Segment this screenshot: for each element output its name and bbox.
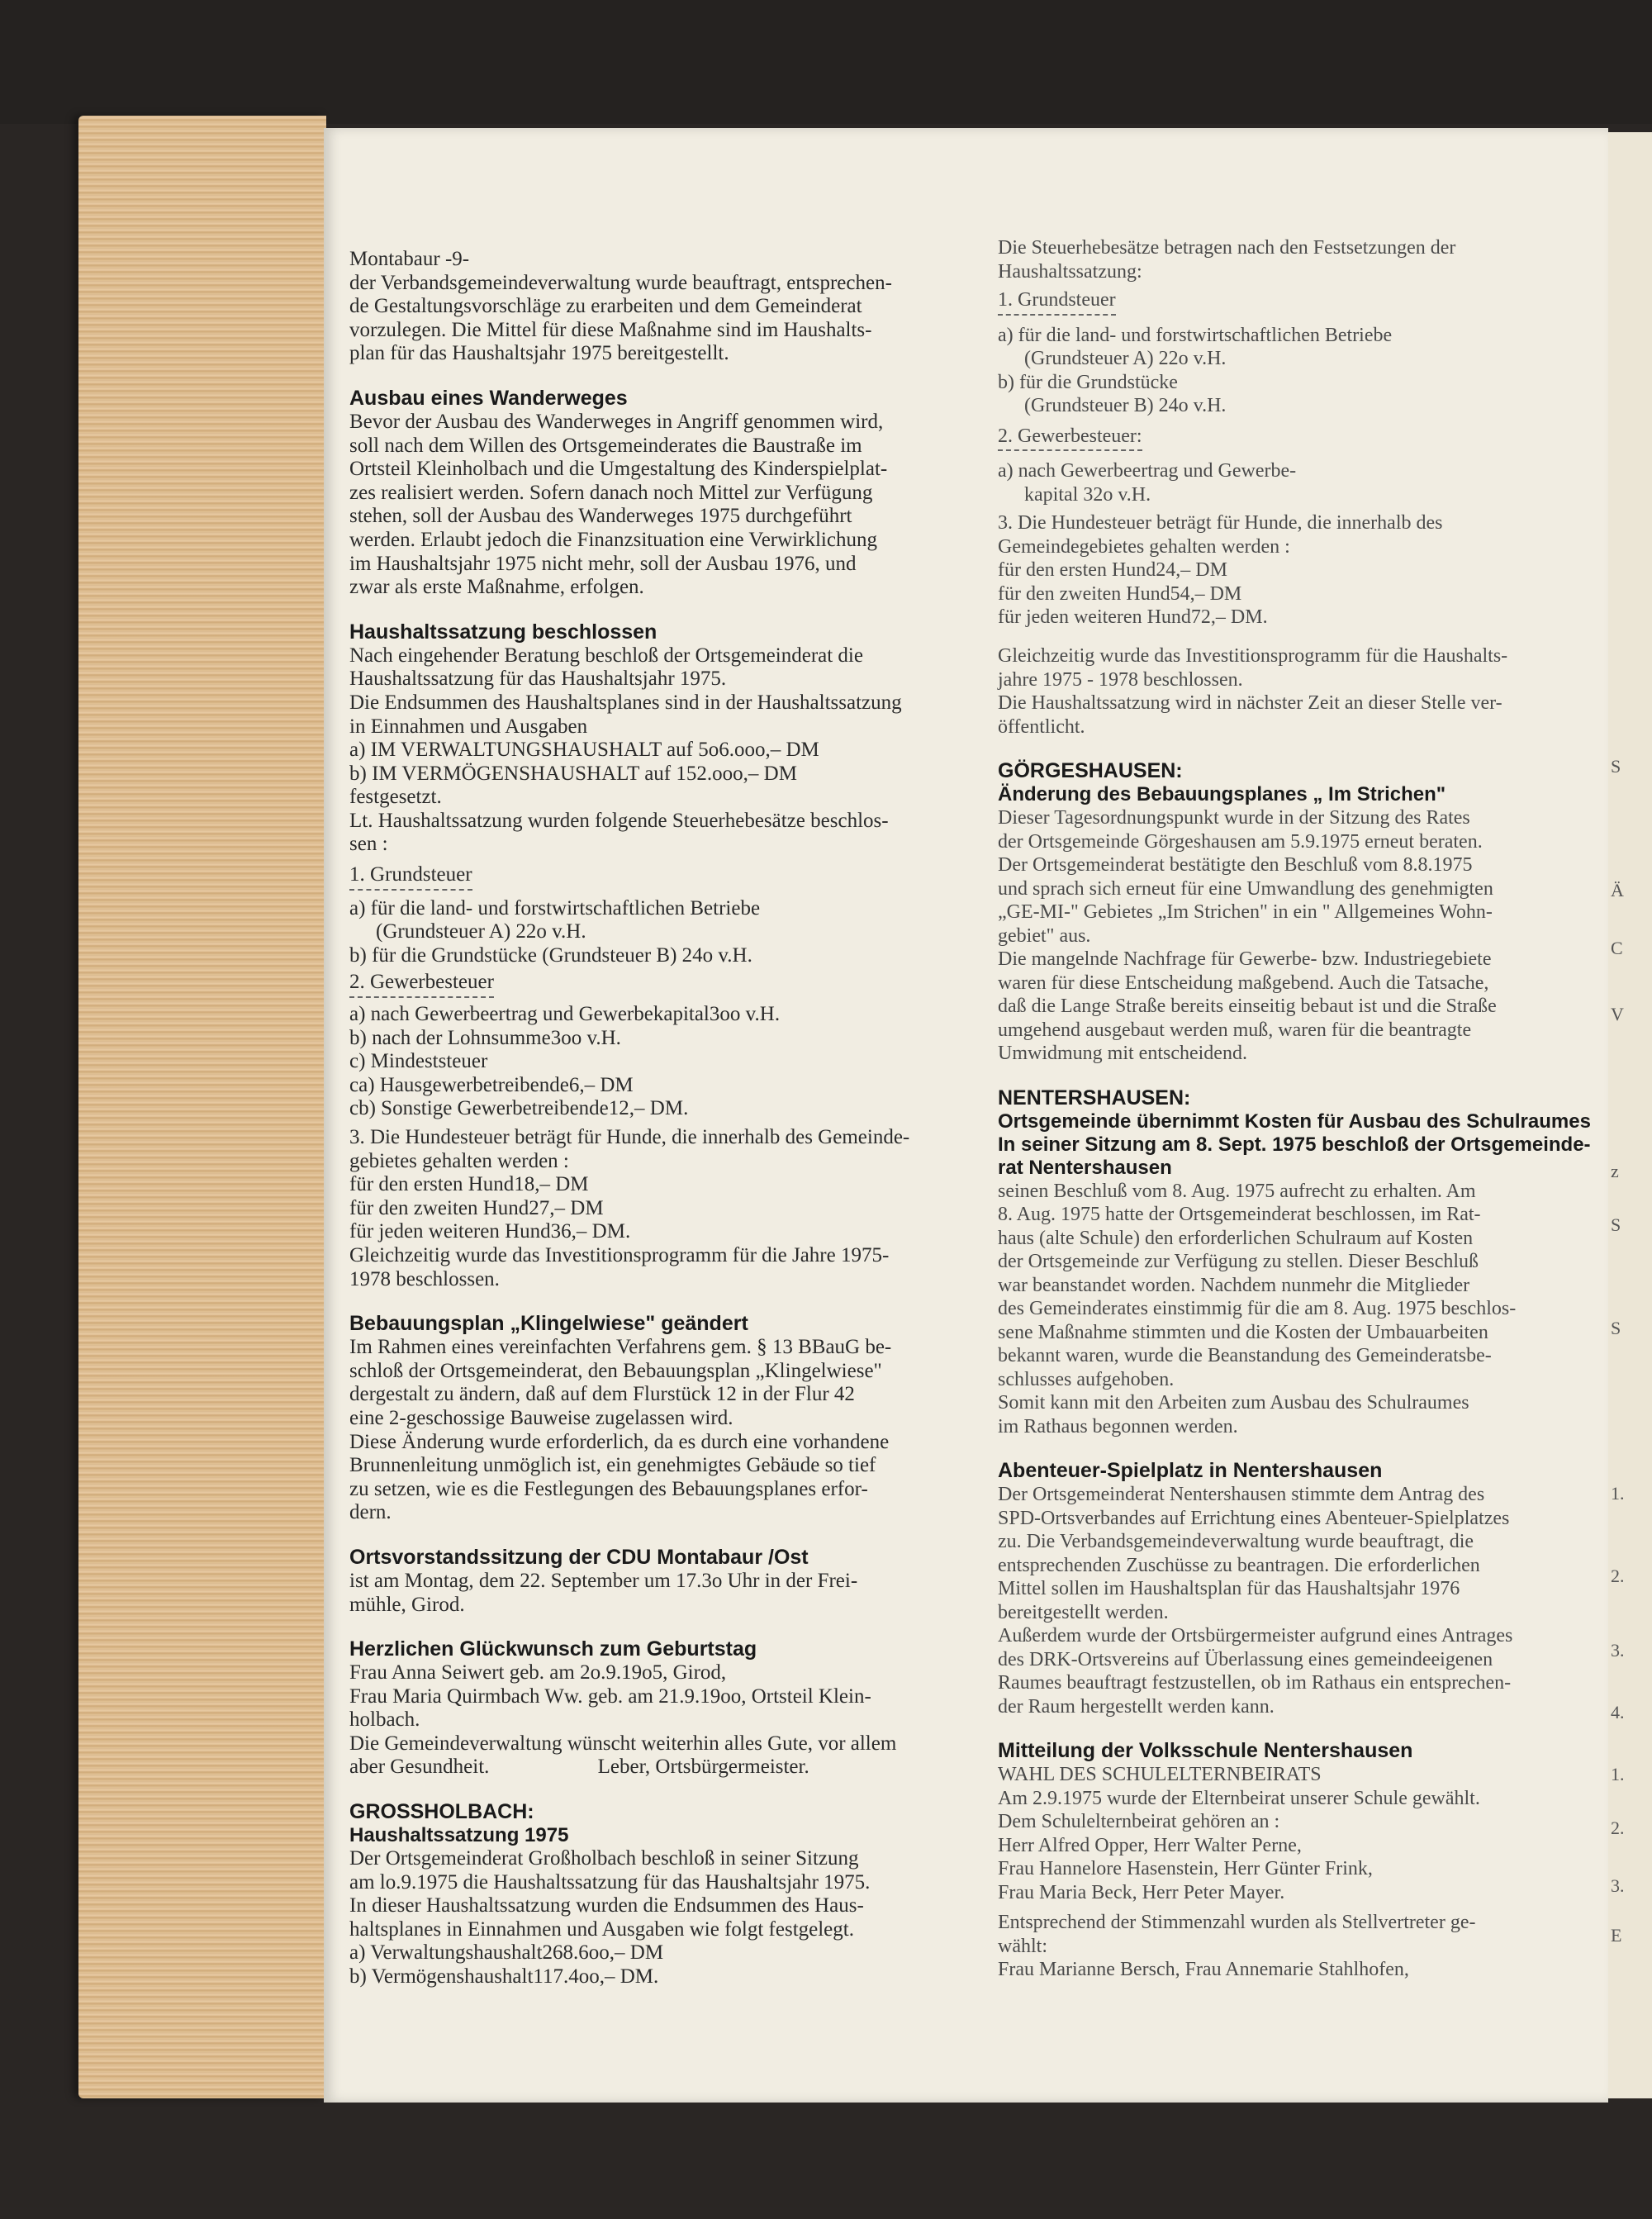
background-top [0, 0, 1652, 124]
page-header: Montabaur -9- [349, 248, 470, 270]
dog-tax-row [349, 1197, 985, 1221]
section-subtitle: Änderung des Bebauungsplanes „ Im Strichen" [998, 783, 1446, 806]
dog-tax-intro: 3. Die Hundesteuer beträgt für Hunde, die innerhalb des Gemeinde- gebietes gehalten werden : [349, 1126, 910, 1172]
section-title: Abenteuer-Spielplatz in Nentershausen [998, 1459, 1383, 1483]
dog-tax-value: 24,– DM [1156, 559, 1227, 582]
section-body: Dieser Tagesordnungspunkt wurde in der Sitzung des Rates der Ortsgemeinde Görgeshausen am 5.9.1975 erneut beraten. Der Ortsgemeinderat bestätigte den Beschluß vom 8.8.1975 und sprach sich erneut für eine Umwandlung des genehmigten „GE-MI-" Gebietes „Im Strichen" in ein " Allgemeines Wohn- gebiet" aus. Die mangelnde Nachfrage für Gewerbe- bzw. Industriegebiete waren für diese Entscheidung maßgebend. Auch die Tatsache, daß die Lange Straße bereits einseitig bebaut ist und die Straße umgehend ausgebaut werden muß, waren für die beantragte Umwidmung mit entscheidend. [998, 807, 1497, 1065]
dog-tax-table [349, 1173, 985, 1244]
margin-fragment: 1. [1611, 1764, 1625, 1784]
dog-tax-label: für den zweiten Hund [998, 582, 1170, 605]
margin-fragment: z [1611, 1161, 1619, 1181]
dog-tax-row [349, 1173, 985, 1197]
section-body: Im Rahmen eines vereinfachten Verfahrens gem. § 13 BBauG be- schloß der Ortsgemeinderat, den Bebauungsplan „Klingelwiese" dergestalt zu ändern, daß auf dem Flurstück 12 in der Flur 42 eine 2-geschossige Bauweise zugelassen wird. Diese Änderung wurde erforderlich, da es durch eine vorhandene Brunnenleitung unmöglich ist, ein genehmigtes Gebäude so tief zu setzen, wie es die Festlegungen des Bebauungsplanes erfor- dern. [349, 1336, 892, 1524]
trade-tax-value: 6,– DM [568, 1073, 634, 1096]
trade-tax-table [349, 1003, 985, 1121]
dog-tax-intro: 3. Die Hundesteuer beträgt für Hunde, die innerhalb des Gemeindegebietes gehalten werden : [998, 512, 1443, 558]
section-title: GROSSHOLBACH: [349, 1800, 534, 1824]
tax-line: a) nach Gewerbeertrag und Gewerbe- [998, 460, 1297, 482]
dog-tax-row [998, 606, 1601, 630]
tax-label: kapital [1024, 483, 1079, 506]
budget-label: a) Verwaltungshaushalt [349, 1941, 543, 1965]
intro-paragraph: der Verbandsgemeindeverwaltung wurde beauftragt, entsprechen- de Gestaltungsvorschläge zu erarbeiten und dem Gemeinderat vorzulegen. Die Mittel für diese Maßnahme sind im Haushalts- plan für das Haushaltsjahr 1975 bereitgestellt. [349, 271, 892, 365]
trade-tax-row [349, 1097, 985, 1121]
budget-value: 268.6oo,– DM [542, 1941, 664, 1965]
trade-tax-value: 3oo v.H. [709, 1003, 781, 1026]
trade-tax-row [349, 1027, 985, 1051]
section-body: Der Ortsgemeinderat Nentershausen stimmte dem Antrag des SPD-Ortsverbandes auf Errichtung eines Abenteuer-Spielplatzes zu. Die Verbandsgemeindeverwaltung wurde beauftragt, die entsprechenden Zuschüsse zu beantragen. Die erforderlichen Mittel sollen im Haushaltsplan für das Haushaltsjahr 1976 bereitgestellt werden. Außerdem wurde der Ortsbürgermeister aufgrund eines Antrages des DRK-Ortsvereins auf Überlassung eines gemeindeeigenen Raumes beauftragt festzustellen, ob im Rathaus ein entsprechen- der Raum hergestellt werden kann. [998, 1484, 1513, 1718]
section-title: NENTERSHAUSEN: [998, 1086, 1191, 1110]
margin-fragment: 3. [1611, 1875, 1625, 1896]
trade-tax-label: cb) Sonstige Gewerbetreibende [349, 1097, 609, 1120]
tax-value: 22o v.H. [515, 920, 586, 943]
trade-tax-value: 3oo v.H. [550, 1026, 621, 1049]
tax-line: a) für die land- und forstwirtschaftlichen Betriebe [349, 896, 761, 919]
tax-value: 24o v.H. [1158, 395, 1227, 417]
tax-label: (Grundsteuer A) [1024, 348, 1154, 369]
margin-fragment: Ä [1611, 880, 1624, 900]
tax-label: b) für die Grundstücke (Grundsteuer B) [349, 943, 677, 967]
left-column [349, 248, 985, 1989]
section-body: Bevor der Ausbau des Wanderweges in Angriff genommen wird, soll nach dem Willen des Ortsgemeinderates die Baustraße im Ortsteil Kleinholbach und die Umgestaltung des Kinderspielplat- zes realisiert werden. Sofern danach noch Mittel zur Verfügung stehen, soll der Ausbau des Wanderweges 1975 durchgeführt werden. Erlaubt jedoch die Finanzsituation eine Verwirklichung im Haushaltsjahr 1975 nicht mehr, soll der Ausbau 1976, und zwar als erste Maßnahme, erfolgen. [349, 410, 888, 599]
dog-tax-table [998, 558, 1601, 630]
section-subtitle: Ortsgemeinde übernimmt Kosten für Ausbau des Schulraumes In seiner Sitzung am 8. Sept. 1975 beschloß der Ortsgemeinde- rat Nentershausen [998, 1110, 1591, 1179]
tax-value: 32o v.H. [1083, 483, 1151, 506]
dog-tax-label: für den ersten Hund [998, 559, 1156, 582]
dog-tax-label: für jeden weiteren Hund [998, 606, 1191, 629]
right-column [998, 236, 1601, 1982]
section-body: Frau Anna Seiwert geb. am 2o.9.19o5, Girod, Frau Maria Quirmbach Ww. geb. am 21.9.19oo, Ortsteil Klein- holbach. Die Gemeindeverwaltung wünscht weiterhin alles Gute, vor allem aber Gesundheit. Leber, Ortsbürgermeister. [349, 1661, 897, 1779]
section-body: Gleichzeitig wurde das Investitionsprogramm für die Haushalts- jahre 1975 - 1978 beschlossen. Die Haushaltssatzung wird in nächster Zeit an dieser Stelle ver- öffentlicht. [998, 645, 1508, 738]
margin-fragment: 2. [1611, 1566, 1625, 1586]
tax-label: (Grundsteuer A) [376, 920, 511, 943]
dog-tax-value: 36,– DM. [550, 1220, 631, 1243]
section-body: ist am Montag, dem 22. September um 17.3o Uhr in der Frei- mühle, Girod. [349, 1569, 858, 1616]
subheading: 2. Gewerbesteuer [349, 971, 494, 998]
margin-fragment: 3. [1611, 1640, 1625, 1661]
trade-tax-value: 12,– DM. [608, 1097, 689, 1120]
subheading: 1. Grundsteuer [998, 288, 1116, 316]
section-subtitle: Haushaltssatzung 1975 [349, 1824, 569, 1847]
margin-fragment: V [1611, 1004, 1624, 1024]
section-body: Gleichzeitig wurde das Investitionsprogramm für die Jahre 1975- 1978 beschlossen. [349, 1243, 890, 1290]
dog-tax-label: für jeden weiteren Hund [349, 1220, 551, 1243]
dog-tax-row [998, 558, 1601, 582]
dog-tax-label: für den zweiten Hund [349, 1196, 529, 1219]
tax-line: a) für die land- und forstwirtschaftlichen Betriebe [998, 324, 1393, 346]
margin-fragment: E [1611, 1925, 1622, 1946]
section-body: festgesetzt. Lt. Haushaltssatzung wurden folgende Steuerhebesätze beschlos- sen : [349, 786, 889, 856]
tax-line: b) für die Grundstücke [998, 371, 1178, 393]
section-title: GÖRGESHAUSEN: [998, 759, 1183, 783]
section-body: Entsprechend der Stimmenzahl wurden als Stellvertreter ge- wählt: Frau Marianne Bersch, Frau Annemarie Stahlhofen, [998, 1912, 1476, 1981]
budget-value: 152.ooo,– DM [676, 762, 797, 785]
trade-tax-row [349, 1050, 985, 1074]
section-body: WAHL DES SCHULELTERNBEIRATS Am 2.9.1975 wurde der Elternbeirat unserer Schule gewählt. Dem Schulelternbeirat gehören an : Herr Alfred Opper, Herr Walter Perne, Frau Hannelore Hasenstein, Herr Günter Frink, Frau Maria Beck, Herr Peter Mayer. [998, 1764, 1480, 1903]
trade-tax-label: a) nach Gewerbeertrag und Gewerbekapital [349, 1003, 710, 1026]
next-page-edge [1607, 132, 1652, 2098]
dog-tax-value: 54,– DM [1170, 582, 1242, 605]
margin-fragment: 2. [1611, 1817, 1625, 1838]
section-title: Herzlichen Glückwunsch zum Geburtstag [349, 1637, 757, 1661]
trade-tax-row [349, 1003, 985, 1027]
section-title: Haushaltssatzung beschlossen [349, 620, 657, 644]
dog-tax-value: 18,– DM [514, 1173, 589, 1196]
book-page-edges [78, 116, 326, 2098]
section-title: Ausbau eines Wanderweges [349, 386, 628, 410]
budget-row [349, 1941, 985, 1965]
budget-label: b) Vermögenshaushalt [349, 1965, 534, 1989]
trade-tax-row [349, 1074, 985, 1098]
dog-tax-value: 27,– DM [529, 1196, 604, 1219]
trade-tax-label: b) nach der Lohnsumme [349, 1026, 551, 1049]
dog-tax-row [349, 1220, 985, 1244]
margin-fragment: S [1611, 756, 1621, 777]
trade-tax-label: ca) Hausgewerbetreibende [349, 1073, 569, 1096]
budget-label: b) IM VERMÖGENSHAUSHALT auf [349, 762, 672, 785]
section-body: seinen Beschluß vom 8. Aug. 1975 aufrecht zu erhalten. Am 8. Aug. 1975 hatte der Ortsgemeinderat beschlossen, im Rat- haus (alte Schule) den erforderlichen Schulraum auf Kosten der Ortsgemeinde zur Verfügung zu stellen. Dieser Beschluß war beanstandet worden. Nachdem nunmehr die Mitglieder des Gemeinderates einstimmig für die am 8. Aug. 1975 beschlos- sene Maßnahme stimmten und die Kosten der Umbauarbeiten bekannt waren, wurde die Beanstandung des Gemeinderatsbe- schlusses aufgehoben. Somit kann mit den Arbeiten zum Ausbau des Schulraumes im Rathaus begonnen werden. [998, 1180, 1517, 1437]
trade-tax-label: c) Mindeststeuer [349, 1050, 488, 1073]
budget-row [349, 1965, 985, 1989]
margin-fragment: C [1611, 938, 1623, 958]
margin-fragment: S [1611, 1214, 1621, 1235]
budget-value: 117.4oo,– DM. [533, 1965, 659, 1989]
tax-label: (Grundsteuer B) [1024, 395, 1154, 417]
budget-line: a) IM VERWALTUNGSHAUSHALT auf 5o6.ooo,– DM [349, 739, 819, 762]
dog-tax-row [998, 582, 1601, 606]
section-title: Mitteilung der Volksschule Nentershausen [998, 1739, 1413, 1763]
intro-paragraph: Die Steuerhebesätze betragen nach den Festsetzungen der Haushaltssatzung: [998, 237, 1456, 283]
dog-tax-value: 72,– DM. [1190, 606, 1268, 629]
margin-fragment: 1. [1611, 1483, 1625, 1504]
section-body: Der Ortsgemeinderat Großholbach beschloß in seiner Sitzung am lo.9.1975 die Haushaltssatzung für das Haushaltsjahr 1975. In dieser Haushaltssatzung wurden die Endsummen des Haus- haltsplanes in Einnahmen und Ausgaben wie folgt festgelegt. [349, 1847, 871, 1941]
margin-fragment: 4. [1611, 1702, 1625, 1722]
subheading: 1. Grundsteuer [349, 863, 472, 891]
margin-fragment: S [1611, 1318, 1621, 1338]
tax-value: 24o v.H. [681, 943, 752, 967]
tax-value: 22o v.H. [1158, 348, 1227, 369]
dog-tax-label: für den ersten Hund [349, 1173, 515, 1196]
subheading: 2. Gewerbesteuer: [998, 425, 1142, 452]
section-title: Bebauungsplan „Klingelwiese" geändert [349, 1312, 748, 1336]
budget-table [349, 1941, 985, 1989]
section-title: Ortsvorstandssitzung der CDU Montabaur /Ost [349, 1545, 809, 1569]
section-body: Nach eingehender Beratung beschloß der Ortsgemeinderat die Haushaltssatzung für das Haushaltsjahr 1975. Die Endsummen des Haushaltsplanes sind in der Haushaltssatzung in Einnahmen und Ausgaben [349, 644, 902, 738]
